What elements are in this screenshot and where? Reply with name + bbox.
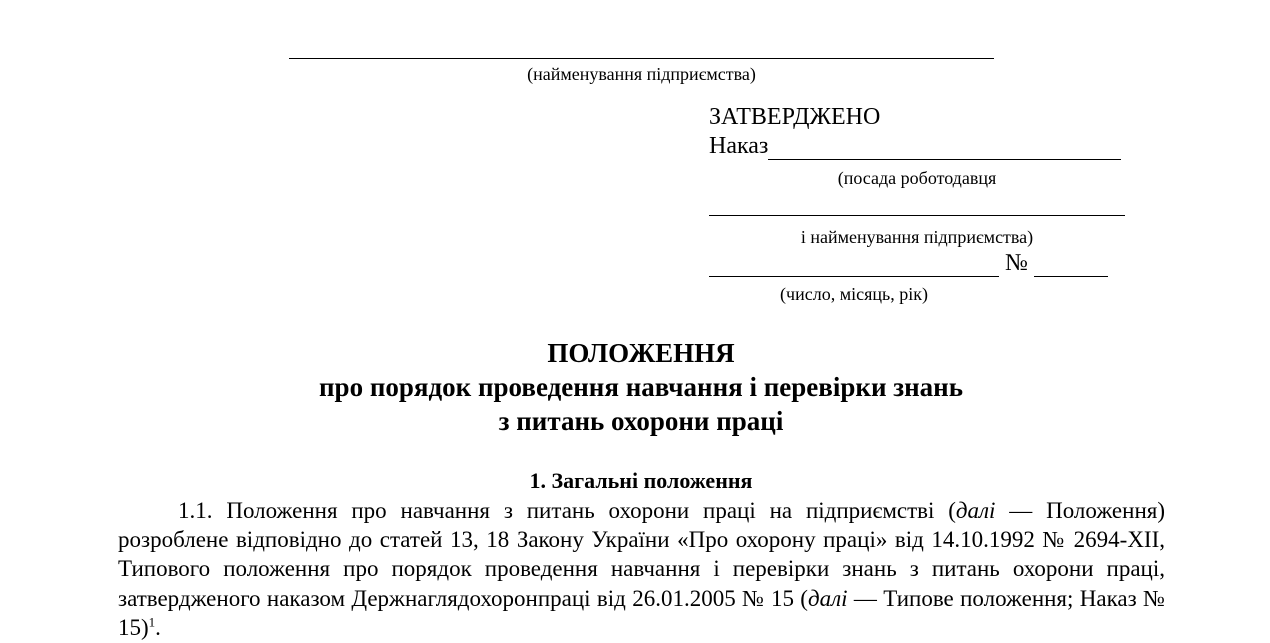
title-line-3: з питань охорони праці — [498, 406, 784, 436]
enterprise-name-line — [289, 58, 994, 59]
date-number-row — [709, 250, 1108, 277]
para-text-3: — Типове положення; Наказ № 15) — [118, 585, 1165, 640]
document-title — [0, 336, 1270, 438]
section-heading: 1. Загальні положення — [529, 468, 753, 493]
enterprise-name-caption: (найменування підприємства) — [527, 64, 756, 84]
number-sign: № — [999, 250, 1034, 276]
order-row — [709, 133, 1121, 160]
order-label: Наказ — [709, 133, 769, 159]
title-line-1: ПОЛОЖЕННЯ — [547, 338, 735, 368]
footnote-ref[interactable]: 1 — [148, 614, 156, 630]
para-italic-1: далі — [955, 498, 996, 523]
title-line-2: про порядок проведення навчання і перевірки знань — [319, 372, 963, 402]
approved-label: ЗАТВЕРДЖЕНО — [709, 104, 881, 130]
employer-enterprise-line — [709, 215, 1125, 216]
para-italic-2: далі — [807, 585, 848, 611]
paragraph-1-1 — [118, 496, 1165, 642]
order-blank-line — [768, 133, 1121, 160]
date-caption: (число, місяць, рік) — [780, 284, 928, 304]
employer-enterprise-caption: і найменування підприємства) — [800, 227, 1034, 247]
number-blank-line — [1034, 250, 1108, 277]
date-blank-line — [709, 250, 999, 277]
para-text-2: — Положення) розроблене відповідно до статей 13, 18 Закону України «Про охорону праці» від 14.10.1992 № 2694-XII, Типового положення про порядок проведення навчання і перевірки знань з питань охорони праці, затвердженого наказом Держнаглядохоронпраці від 26.01.2005 № 15 ( — [118, 498, 1165, 611]
para-text-1: 1.1. Положення про навчання з питань охорони праці на підприємстві ( — [178, 498, 956, 523]
para-end: . — [155, 614, 161, 640]
employer-position-caption: (посада роботодавця — [837, 168, 997, 188]
